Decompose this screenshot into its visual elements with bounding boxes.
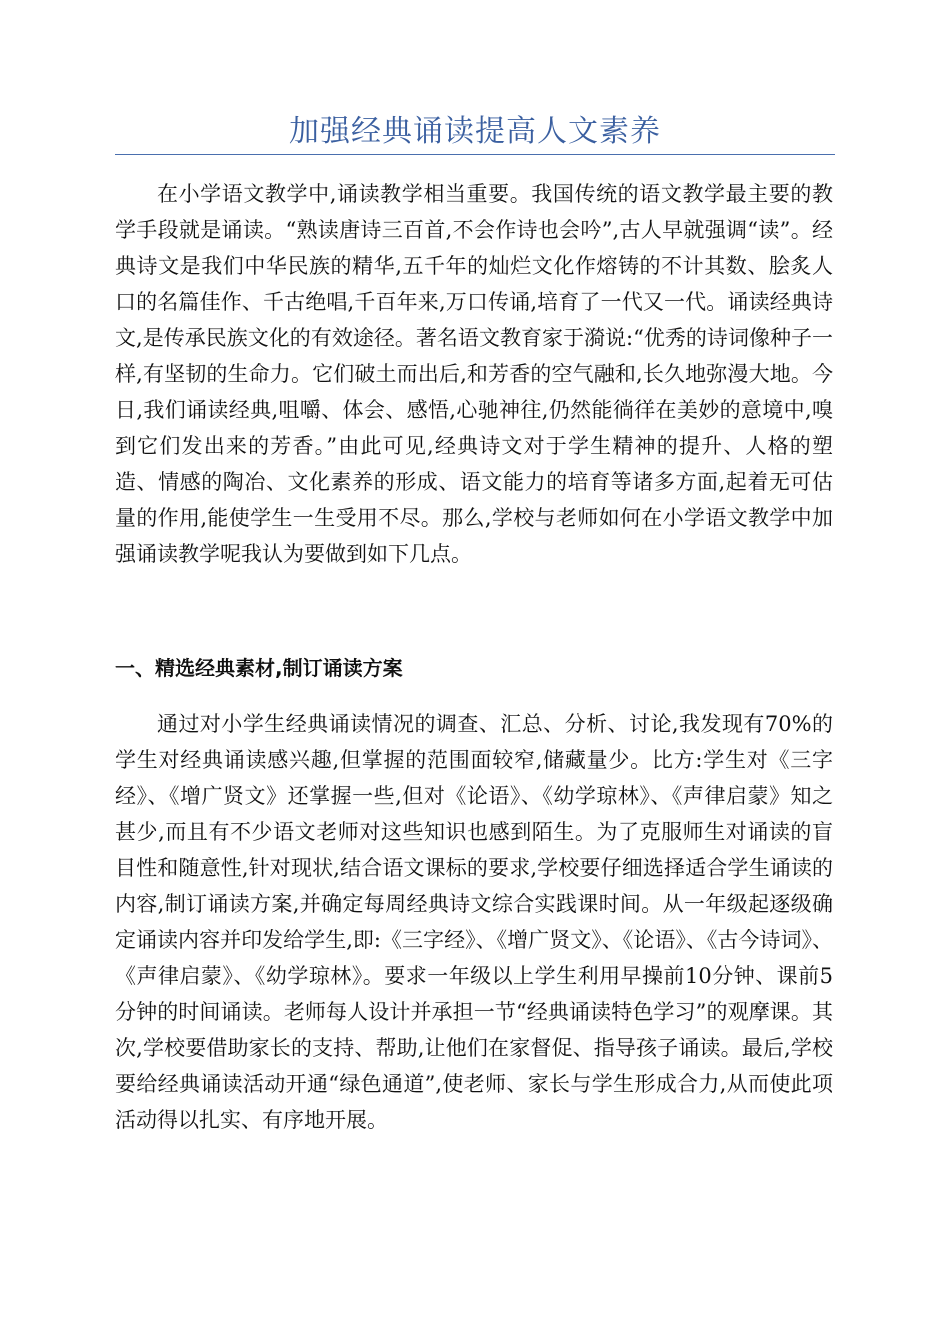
section-1-paragraph: 通过对小学生经典诵读情况的调查、汇总、分析、讨论,我发现有70%的学生对经典诵读感兴趣,但掌握的范围面较窄,储藏量少。比方:学生对《三字经》、《增广贤文》还掌握一些,但对《论语》、《幼学琼林》、《声律启蒙》知之甚少,而且有不少语文老师对这些知识也感到陌生。为了克服师生对诵读的盲目性和随意性,针对现状,结合语文课标的要求,学校要仔细选择适合学生诵读的内容,制订诵读方案,并确定每周经典诗文综合实践课时间。从一年级起逐级确定诵读内容并印发给学生,即:《三字经》、《增广贤文》、《论语》、《古今诗词》、《声律启蒙》、《幼学琼林》。要求一年级以上学生利用早操前10分钟、课前5分钟的时间诵读。老师每人设计并承担一节“经典诵读特色学习”的观摩课。其次,学校要借助家长的支持、帮助,让他们在家督促、指导孩子诵读。最后,学校要给经典诵读活动开通“绿色通道”,使老师、家长与学生形成合力,从而使此项活动得以扎实、有序地开展。 (115, 712, 833, 1132)
intro-paragraph: 在小学语文教学中,诵读教学相当重要。我国传统的语文教学最主要的教学手段就是诵读。“熟读唐诗三百首,不会作诗也会吟”,古人早就强调“读”。经典诗文是我们中华民族的精华,五千年的灿烂文化作熔铸的不计其数、脍炙人口的名篇佳作、千古绝唱,千百年来,万口传诵,培育了一代又一代。诵读经典诗文,是传承民族文化的有效途径。著名语文教育家于漪说:“优秀的诗词像种子一样,有坚韧的生命力。它们破土而出后,和芳香的空气融和,长久地弥漫大地。今日,我们诵读经典,咀嚼、体会、感悟,心驰神往,仍然能徜徉在美妙的意境中,嗅到它们发出来的芳香。”由此可见,经典诗文对于学生精神的提升、人格的塑造、情感的陶冶、文化素养的形成、语文能力的培育等诸多方面,起着无可估量的作用,能使学生一生受用不尽。那么,学校与老师如何在小学语文教学中加强诵读教学呢我认为要做到如下几点。 (115, 182, 833, 566)
title-underline (115, 154, 835, 155)
document-title: 加强经典诵读提高人文素养 (289, 114, 661, 149)
section-heading-1: 一、精选经典素材,制订诵读方案 (115, 656, 403, 680)
